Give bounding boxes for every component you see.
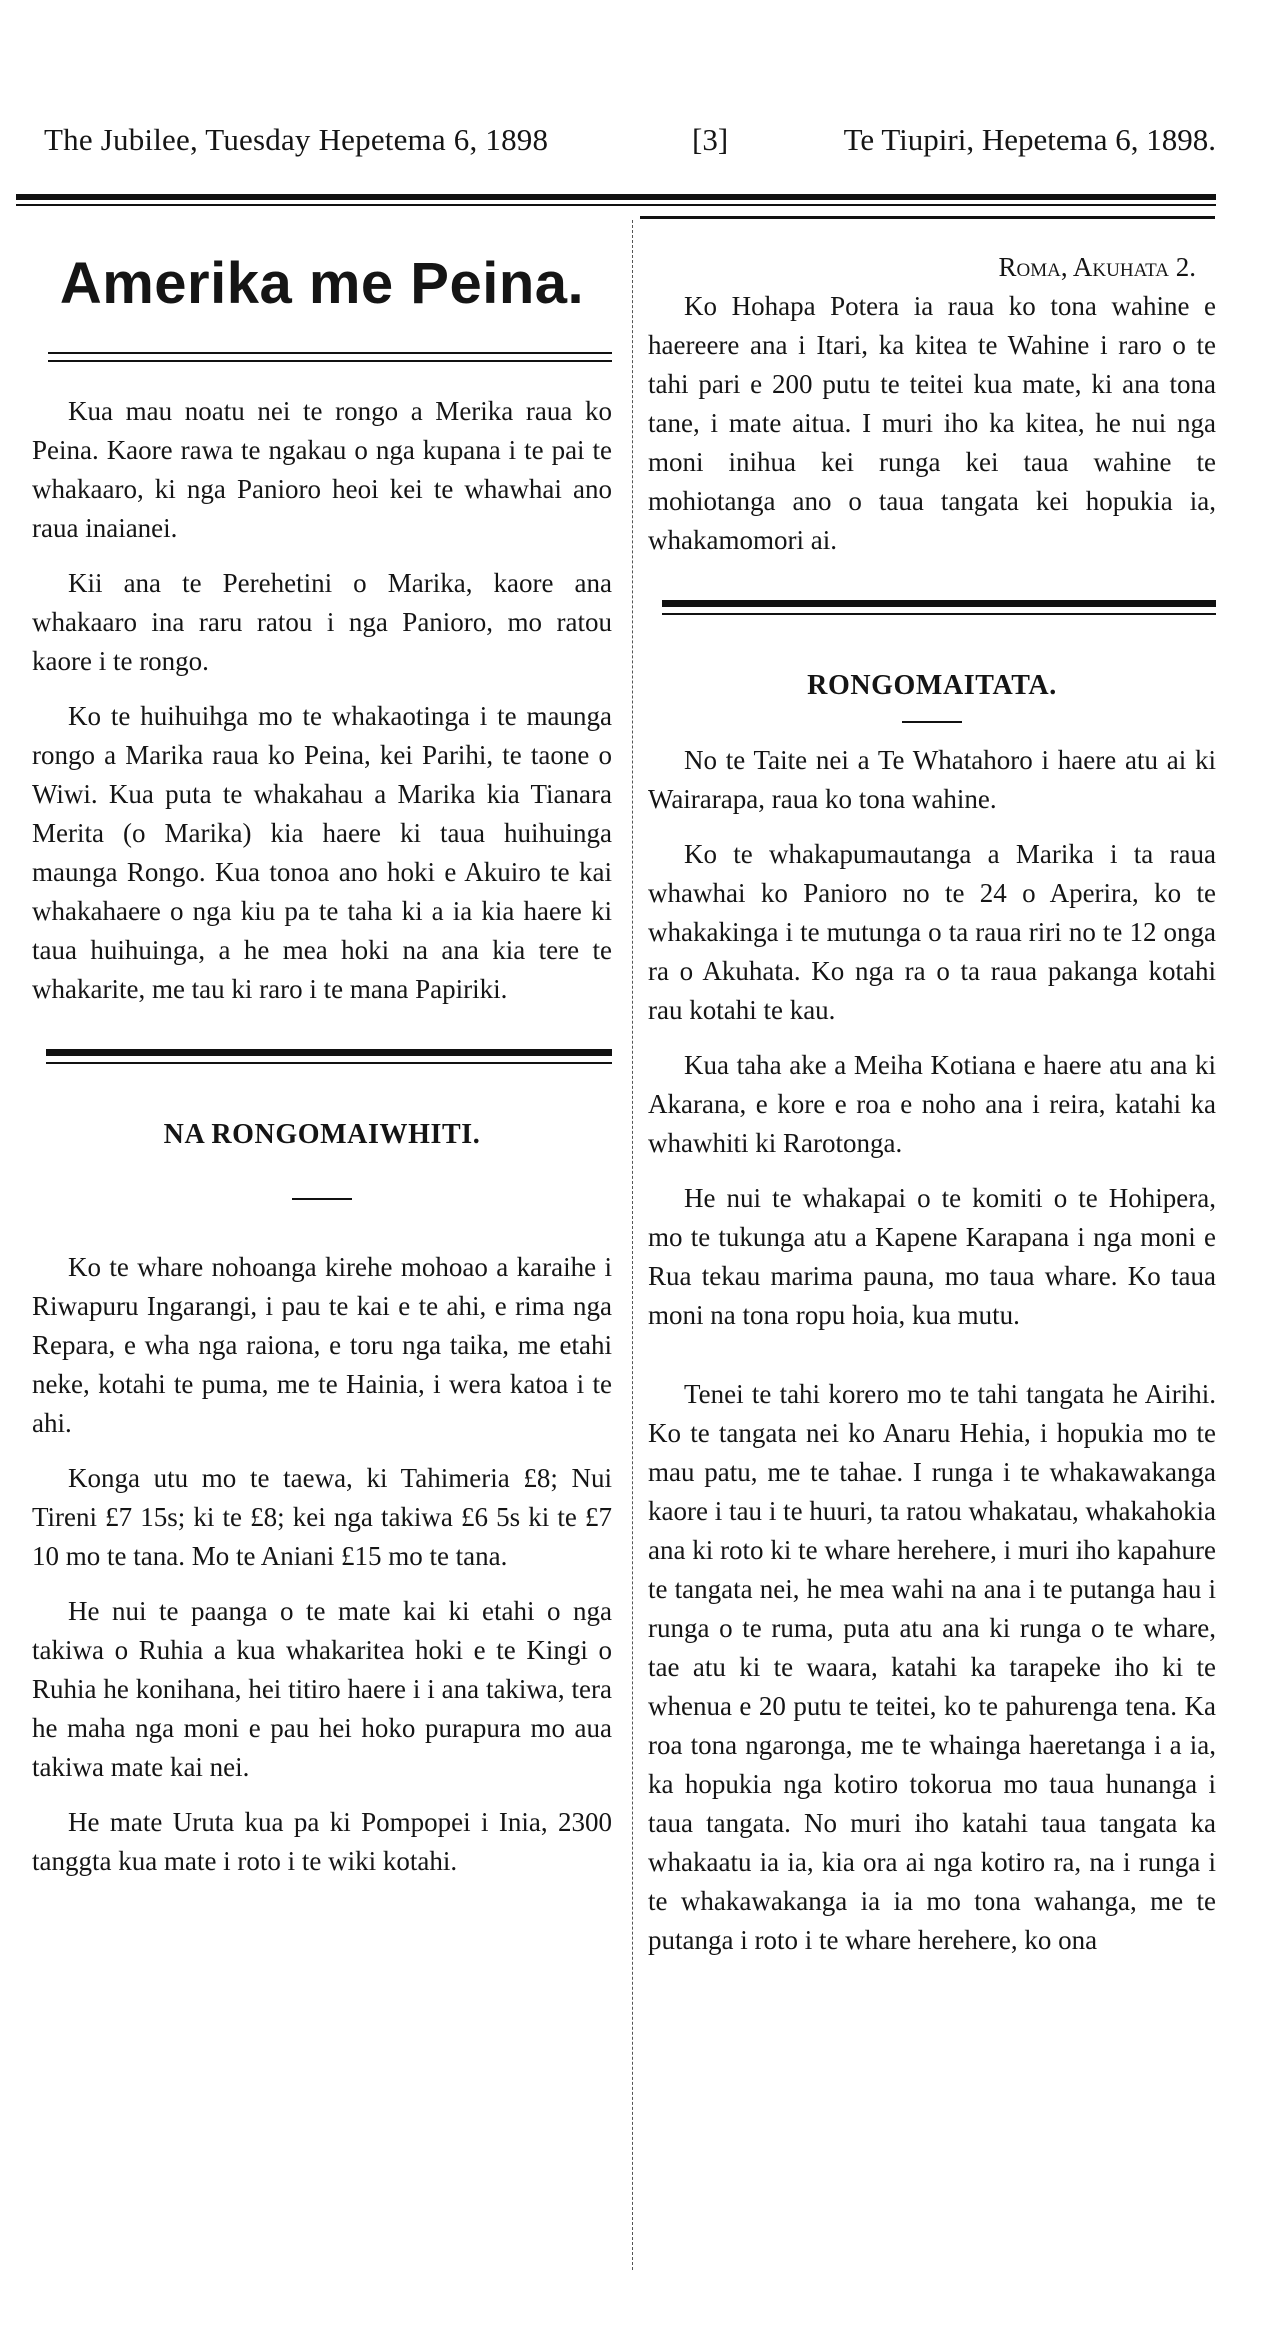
right-column bbox=[648, 248, 1216, 1960]
headline-rule bbox=[32, 352, 612, 366]
right-section-rule bbox=[648, 600, 1216, 622]
rongomaitata-paragraph-2: Ko te whakapumautanga a Marika i ta raua whawhai ko Panioro no te 24 o Aperira, ko te whakakinga i te mutunga o ta raua riri no te 12 onga ra o Akuhata. Ko nga ra o ta raua pakanga kotahi rau kotahi te kau. bbox=[648, 839, 1216, 1025]
rongomaitata-paragraph-4: He nui te whakapai o te komiti o te Hohipera, mo te tukunga atu a Kapene Karapana i nga moni e Rua tekau marima pauna, mo taua whare. Ko taua moni na tona ropu hoia, kua mutu. bbox=[648, 1183, 1216, 1330]
masthead bbox=[36, 122, 1236, 182]
news-paragraph-4: He mate Uruta kua pa ki Pompopei i Inia, 2300 tanggta kua mate i roto i te wiki kotahi. bbox=[32, 1807, 612, 1876]
rongomaitata-paragraph-1: No te Taite nei a Te Whatahoro i haere atu ai ki Wairarapa, raua ko tona wahine. bbox=[648, 745, 1216, 814]
masthead-maori-title: Te Tiupiri, Hepetema 6, 1898. bbox=[843, 122, 1216, 157]
column-divider bbox=[632, 220, 634, 2270]
news-paragraph-1: Ko te whare nohoanga kirehe mohoao a karaihe i Riwapuru Ingarangi, i pau te kai e te ahi, e rima nga Repara, e wha nga raiona, e toru nga taika, me etahi neke, kotahi te puma, me te Hainia, i wera katoa i te ahi. bbox=[32, 1252, 612, 1438]
article-paragraph-3: Ko te huihuihga mo te whakaotinga i te maunga rongo a Marika raua ko Peina, kei Parihi, te taone o Wiwi. Kua puta te whakahau a Marika kia Tianara Merita (o Marika) kia haere ki taua huihuinga maunga Rongo. Kua tonoa ano hoki e Akuiro te kai whakahaere o nga kiu pa te taha ki a ia kia haere ki taua huihuinga, a he mea hoki na ana kia tere te whakarite, me tau ki raro i te mana Papiriki. bbox=[32, 701, 612, 1004]
section-title-rongomaiwhiti: NA RONGOMAIWHITI. bbox=[163, 1119, 481, 1150]
roma-paragraph: Ko Hohapa Potera ia raua ko tona wahine e haereere ana i Itari, ka kitea te Wahine i raro o te tahi pari e 200 putu te teitei kua mate, ki ana tona tane, i mate aitua. I muri iho ka kitea, he nui nga moni inihua kei runga kei taua wahine te mohiotanga ano o taua tangata kei hopukia ia, whakamomori ai. bbox=[648, 291, 1216, 555]
page-number: [3] bbox=[692, 122, 729, 157]
headline: Amerika me Peina. bbox=[59, 251, 585, 316]
section-rule bbox=[32, 1049, 612, 1071]
right-short-rule bbox=[902, 721, 962, 723]
article-paragraph-1: Kua mau noatu nei te rongo a Merika raua ko Peina. Kaore rawa te ngakau o nga kupana i te pai te whakaaro, ki nga Panioro heoi kei te whawhai ano raua inaianei. bbox=[32, 396, 612, 543]
masthead-rule-thin bbox=[16, 204, 1216, 206]
article-paragraph-2: Kii ana te Perehetini o Marika, kaore ana whakaaro ina raru ratou i nga Panioro, mo ratou kaore i te rongo. bbox=[32, 568, 612, 676]
rongomaitata-paragraph-3: Kua taha ake a Meiha Kotiana e haere atu ana ki Akarana, e kore e roa e noho ana i reira, katahi ka whawhiti ki Rarotonga. bbox=[648, 1050, 1216, 1158]
rongomaitata-paragraph-5: Tenei te tahi korero mo te tahi tangata he Airihi. Ko te tangata nei ko Anaru Hehia, i hopukia mo te mau patu, me te tahae. I runga i te whakawakanga kaore i tau i te huuri, ta ratou whakatau, whakahokia ana ki roto ki te whare herehere, i muri iho kapahure te tangata nei, he mea wahi na ana i te putanga hau i runga o te ruma, puta atu ana ki runga o te whare, tae atu ki te waara, katahi ka tarapeke iho ki te whenua e 20 putu te teitei, ko te pahurenga tena. Ka roa tona ngaronga, me te whainga haeretanga i a ia, ka hopukia nga kotiro tokorua mo taua hunanga i taua tangata. No muri iho katahi taua tangata ka whakaatu ia ia, kia ora ai nga kotiro ra, na i runga i te whakawakanga ia ia mo tona wahanga, me te putanga i roto i te whare herehere, ko ona bbox=[648, 1379, 1216, 1955]
news-paragraph-3: He nui te paanga o te mate kai ki etahi o nga takiwa o Ruhia a kua whakaritea hoki e te Kingi o Ruhia he konihana, hei titiro haere i i ana takiwa, tera he maha nga moni e pau hei hoko purapura mo aua takiwa mate kai nei. bbox=[32, 1596, 612, 1782]
news-paragraph-2: Konga utu mo te taewa, ki Tahimeria £8; Nui Tireni £7 15s; ki te £8; kei nga takiwa £6 5s ki te £7 10 mo te tana. Mo te Aniani £15 mo te tana. bbox=[32, 1463, 612, 1571]
section-title-rongomaitata: RONGOMAITATA. bbox=[807, 670, 1057, 701]
dateline: Roma, Akuhata 2. bbox=[998, 252, 1196, 282]
masthead-rule-thick bbox=[16, 194, 1216, 200]
masthead-english-title: The Jubilee, Tuesday Hepetema 6, 1898 bbox=[44, 122, 549, 157]
paragraph-gap bbox=[648, 1335, 1216, 1375]
section-short-rule bbox=[292, 1198, 352, 1200]
left-column bbox=[32, 232, 612, 1881]
masthead-rule-right bbox=[640, 216, 1215, 219]
